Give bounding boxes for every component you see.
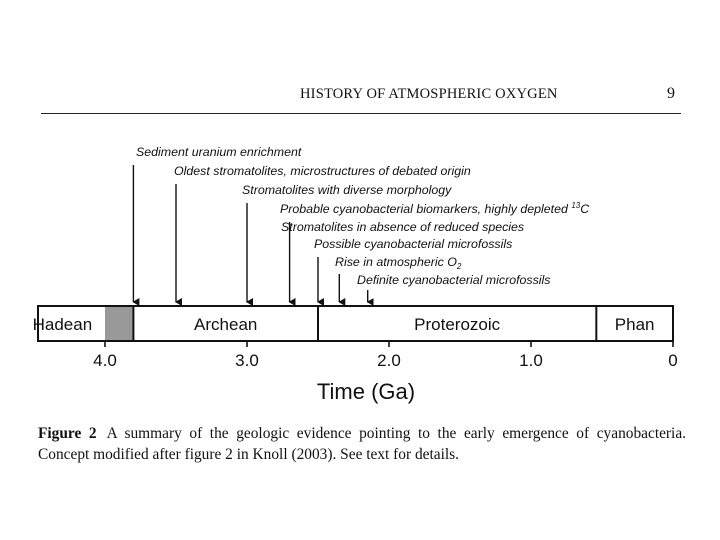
evidence-label: Sediment uranium enrichment [136,145,302,159]
evidence-label: Definite cyanobacterial microfossils [357,273,551,287]
tick-label: 2.0 [377,351,401,370]
figure-label: Figure 2 [38,425,97,442]
running-header-title: HISTORY OF ATMOSPHERIC OXYGEN [300,86,558,102]
tick-label: 1.0 [519,351,543,370]
tick-label: 3.0 [235,351,259,370]
shaded-interval [105,307,133,340]
page-number: 9 [667,85,675,102]
eon-label: Phan [614,315,655,334]
eon-label: Hadean [32,315,93,334]
evidence-label: Probable cyanobacterial biomarkers, highly depleted $^{13}$C [280,201,590,216]
tick-label: 4.0 [93,351,117,370]
caption-text: A summary of the geologic evidence pointing to the early emergence of cyanobacteria. Concept modified after figure 2 in Knoll (2003). See text for details. [38,425,687,463]
evidence-label: Oldest stromatolites, microstructures of debated origin [174,164,471,178]
tick-label: 0 [668,351,678,370]
evidence-label: Possible cyanobacterial microfossils [314,237,513,251]
eon-label: Archean [194,315,258,334]
figure-caption [38,423,686,465]
evidence-label: Stromatolites in absence of reduced species [281,220,525,234]
evidence-label: Rise in atmospheric $O_2$ [335,255,462,271]
x-axis-label: Time (Ga) [316,379,416,404]
eon-label: Proterozoic [414,315,501,334]
evidence-label: Stromatolites with diverse morphology [242,183,452,197]
